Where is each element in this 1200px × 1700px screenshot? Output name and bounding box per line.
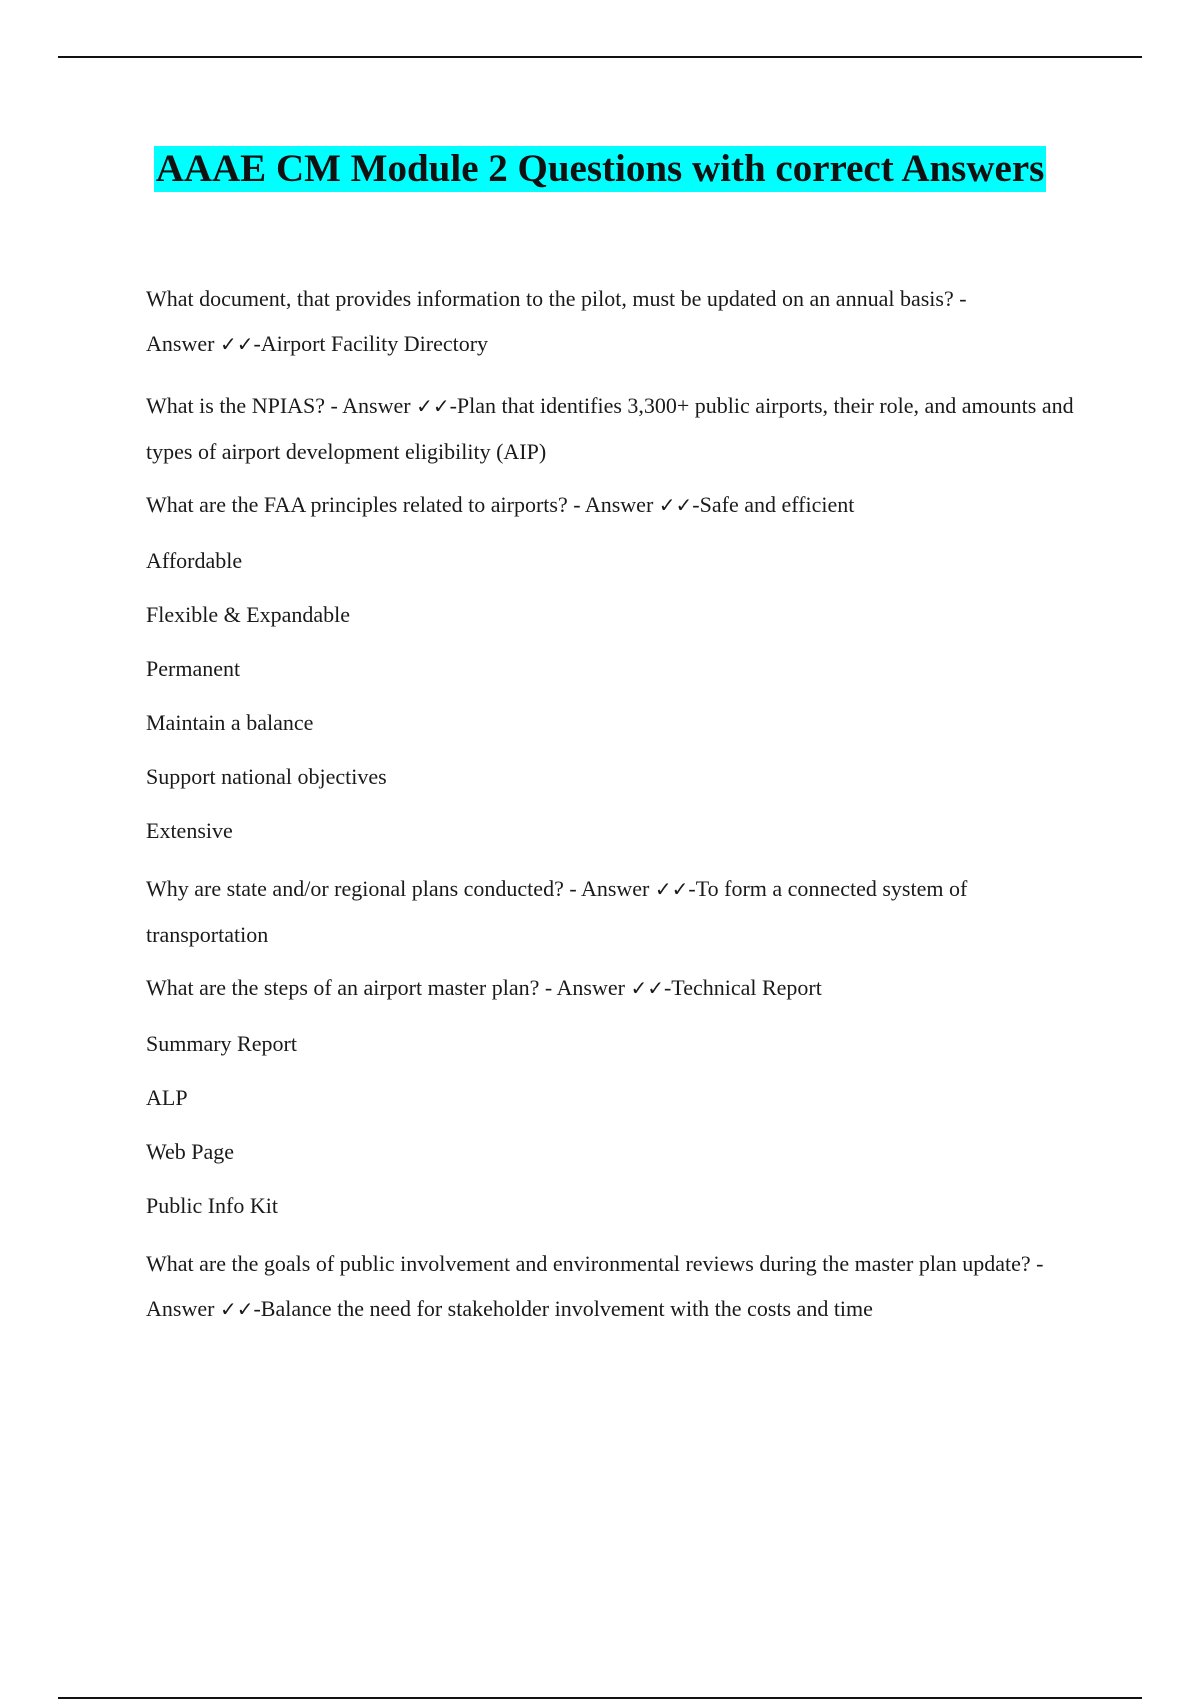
list-item: Public Info Kit [146,1193,278,1218]
answer-label: Answer [342,393,417,418]
bottom-rule [58,1697,1142,1699]
list-item: Affordable [146,548,243,573]
list-item: Summary Report [146,1031,297,1056]
check-mark-icon: ✓✓ [654,877,689,901]
document-body [146,284,1076,1348]
qa-item [146,490,1076,520]
question-text: What are the steps of an airport master plan? - [146,975,557,1000]
check-mark-icon: ✓✓ [416,394,450,418]
answer-text: -Plan that identifies 3,300+ public airports, their role, and amounts and types of airport development eligibility (AIP) [146,393,1074,464]
question-text: What are the FAA principles related to airports? - [146,492,585,517]
list-item: Flexible & Expandable [146,602,351,627]
qa-item [146,1241,1076,1332]
answer-label: Answer [146,331,220,356]
question-text: What are the goals of public involvement and environmental reviews during the master plan update? - [146,1251,1044,1276]
question-text: What document, that provides information to the pilot, must be updated on an annual basis? - [146,286,967,311]
check-mark-icon: ✓✓ [219,332,254,356]
answer-text: -Balance the need for stakeholder involvement with the costs and time [253,1296,873,1321]
list-item: Permanent [146,656,241,681]
answer-text: -Technical Report [663,975,822,1000]
question-text: Why are state and/or regional plans conducted? - [146,876,581,901]
top-rule [58,56,1142,58]
qa-item [146,276,1076,367]
check-mark-icon: ✓✓ [658,493,693,517]
question-text: What is the NPIAS? - [146,393,343,418]
answer-label: Answer [584,492,659,517]
qa-item [146,866,1076,957]
check-mark-icon: ✓✓ [219,1297,254,1321]
qa-item [146,973,1076,1003]
qa-item [146,383,1076,474]
answer-label: Answer [580,876,655,901]
answer-text: -To form a connected system of transportation [146,876,968,947]
answer-label: Answer [556,975,631,1000]
title-wrap [0,146,1200,192]
check-mark-icon: ✓✓ [630,976,664,1000]
list-item: Web Page [146,1139,235,1164]
list-item: Support national objectives [146,764,387,789]
list-item: Extensive [146,818,233,843]
list-item: Maintain a balance [146,710,314,735]
list-item: ALP [146,1085,188,1110]
answer-text: -Safe and efficient [692,492,855,517]
answer-label: Answer [146,1296,220,1321]
document-title: AAAE CM Module 2 Questions with correct Answers [155,147,1045,190]
answer-text: -Airport Facility Directory [253,331,489,356]
